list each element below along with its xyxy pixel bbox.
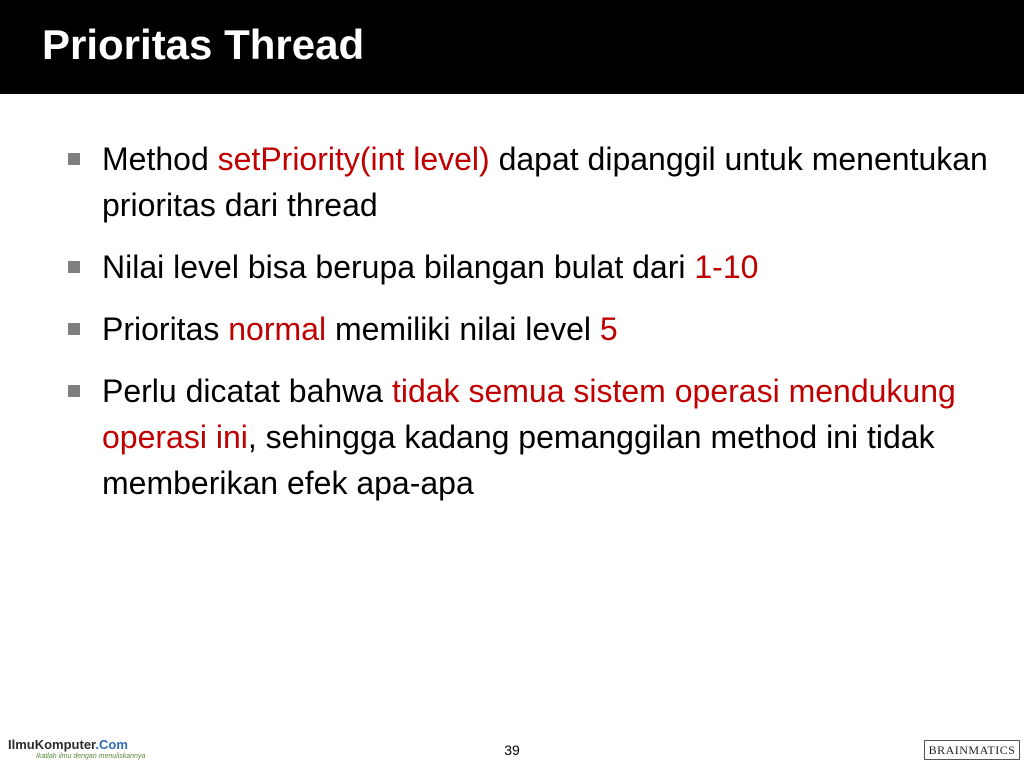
bullet-item xyxy=(64,306,994,352)
bullet-list xyxy=(64,136,994,522)
highlighted-value: 1-10 xyxy=(694,249,759,285)
highlighted-code: setPriority(int level) xyxy=(217,141,490,177)
square-bullet-icon xyxy=(68,153,80,165)
ilmukomputer-logo-tagline: Ikatlah ilmu dengan menuliskannya xyxy=(36,753,146,760)
highlighted-phrase: tidak semua sistem operasi mendukung operasi ini xyxy=(102,373,956,455)
bullet-text-segment: memiliki nilai level xyxy=(326,311,600,347)
bullet-item xyxy=(64,244,994,290)
highlighted-value: 5 xyxy=(599,311,618,347)
highlighted-term: normal xyxy=(228,311,327,347)
bullet-text-segment: Perlu dicatat bahwa xyxy=(102,373,392,409)
bullet-text-segment: , sehingga kadang pemanggilan method ini tidak memberikan efek apa-apa xyxy=(102,419,935,501)
bullet-text-segment: Method xyxy=(102,141,218,177)
page-number: 39 xyxy=(504,742,520,758)
bullet-text-segment: dapat dipanggil untuk menentukan prioritas dari thread xyxy=(102,141,988,223)
bullet-text xyxy=(102,311,618,347)
slide-title: Prioritas Thread xyxy=(42,21,365,68)
square-bullet-icon xyxy=(68,385,80,397)
bullet-text xyxy=(102,373,956,501)
bullet-text xyxy=(102,141,988,223)
title-bar xyxy=(0,0,1024,94)
bullet-text-segment: Nilai level bisa berupa bilangan bulat dari xyxy=(102,249,695,285)
ilmukomputer-logo-wordmark: IlmuKomputer.Com xyxy=(8,737,128,752)
bullet-text xyxy=(102,249,758,285)
bullet-item xyxy=(64,136,994,228)
brainmatics-logo: BRAINMATICS xyxy=(924,740,1020,760)
bullet-item xyxy=(64,368,994,506)
square-bullet-icon xyxy=(68,261,80,273)
bullet-text-segment: Prioritas xyxy=(102,311,229,347)
square-bullet-icon xyxy=(68,323,80,335)
